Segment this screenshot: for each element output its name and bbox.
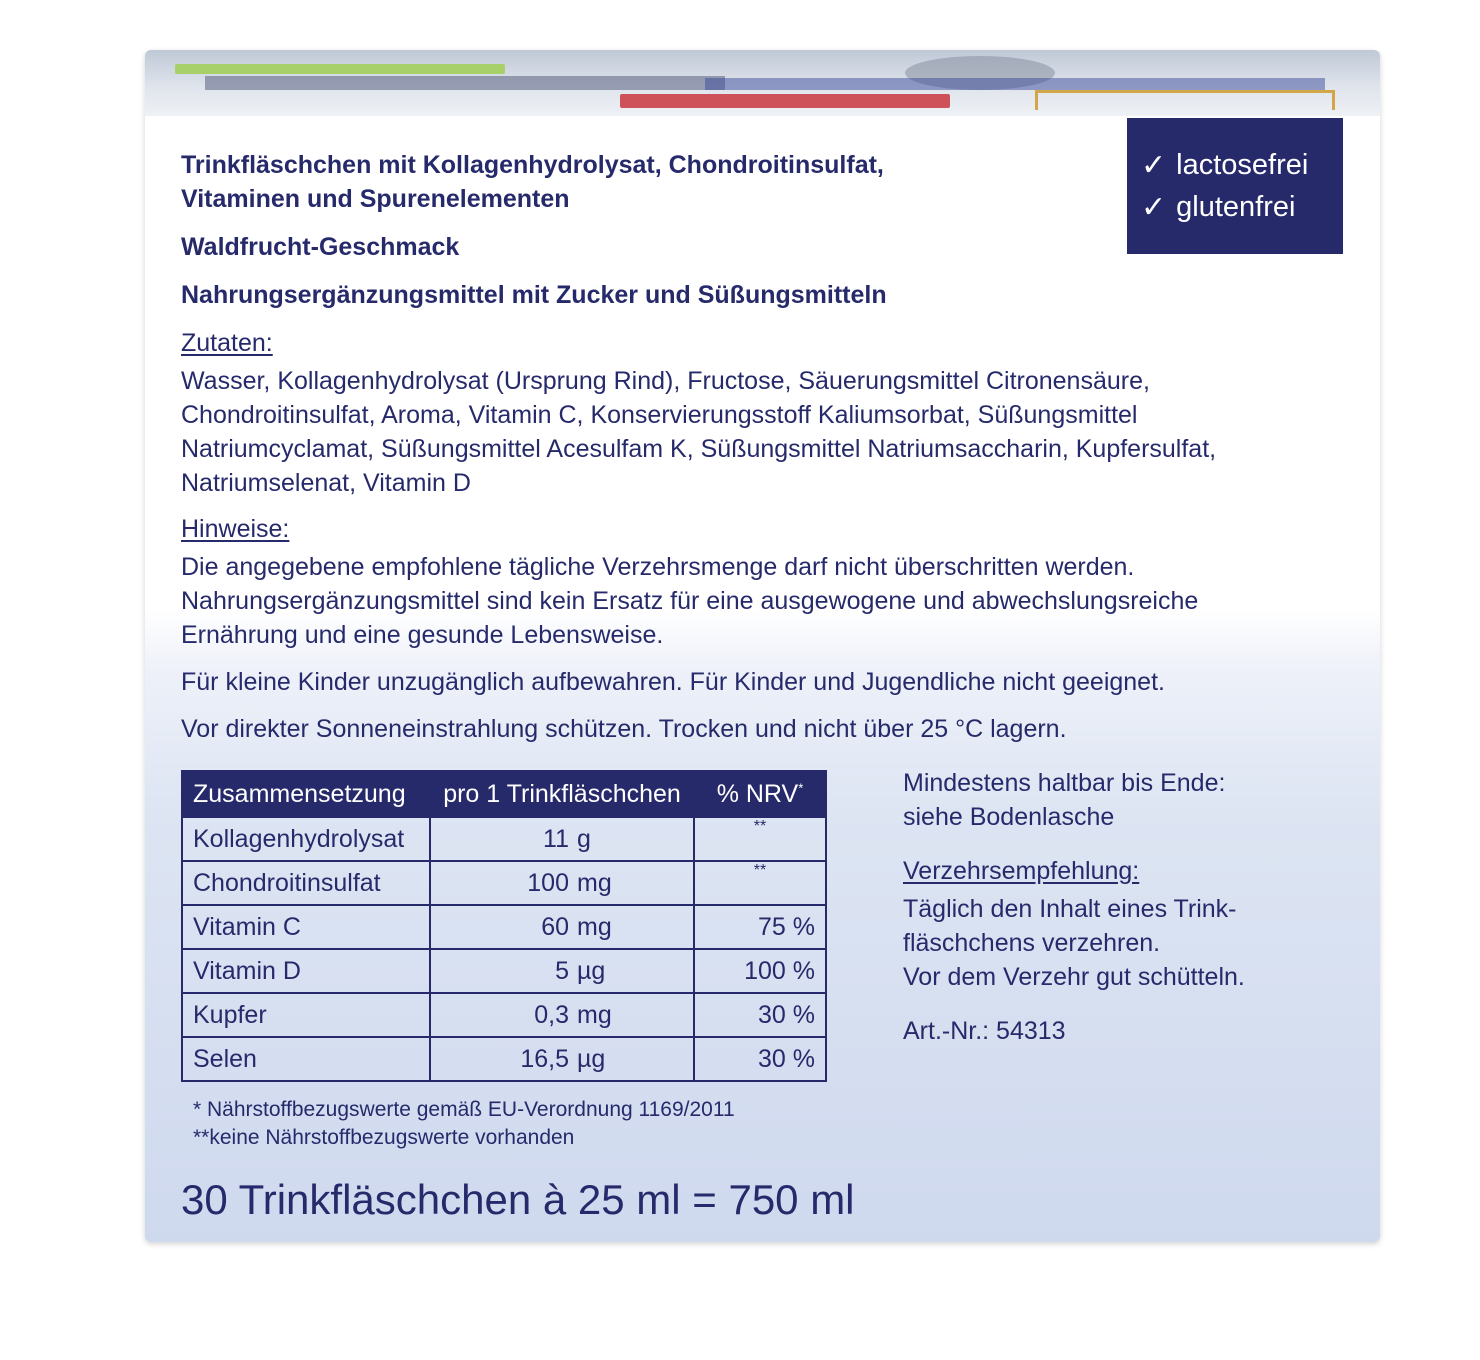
- amount-value: 0,3: [534, 1000, 569, 1029]
- dosage-line: Vor dem Verzehr gut schütteln.: [903, 963, 1245, 991]
- footnote-no-nrv: **keine Nährstoffbezugswerte vorhanden: [193, 1126, 575, 1149]
- flap-green-stripe: [175, 64, 505, 74]
- amount-value: 11: [543, 824, 569, 853]
- flap-blue-stripe: [705, 78, 1325, 90]
- package-back-panel: [145, 50, 1380, 1242]
- best-before-line-2: siehe Bodenlasche: [903, 803, 1115, 831]
- storage-instruction: Vor direkter Sonneneinstrahlung schützen. Trocken und nicht über 25 °C lagern.: [181, 715, 1067, 743]
- checkmark-icon: ✓: [1141, 148, 1167, 182]
- nutrient-amount: [430, 1037, 694, 1081]
- table-row: [182, 1037, 826, 1081]
- amount-value: 5: [555, 956, 569, 985]
- nutrient-name: Vitamin D: [182, 949, 430, 993]
- amount-value: 60: [541, 912, 569, 941]
- nutrition-table: [181, 770, 827, 1082]
- amount-unit: mg: [577, 868, 612, 897]
- product-description-line-2: Vitaminen und Spurenelementen: [181, 185, 570, 213]
- nutrient-name: Chondroitinsulfat: [182, 861, 430, 905]
- table-row: [182, 817, 826, 861]
- nutrient-nrv: 75 %: [694, 905, 826, 949]
- ingredients-line: Natriumcyclamat, Süßungsmittel Acesulfam K, Süßungsmittel Natriumsaccharin, Kupfersulfat,: [181, 435, 1217, 463]
- header-per-bottle: pro 1 Trinkfläschchen: [430, 771, 694, 817]
- dosage-line: fläschchens verzehren.: [903, 929, 1161, 957]
- flap-gold-frame: [1035, 90, 1335, 110]
- table-row: [182, 949, 826, 993]
- ingredients-line: Chondroitinsulfat, Aroma, Vitamin C, Konservierungsstoff Kaliumsorbat, Süßungsmittel: [181, 401, 1138, 429]
- header-nrv: % NRV*: [694, 771, 826, 817]
- table-row: [182, 861, 826, 905]
- nutrient-name: Selen: [182, 1037, 430, 1081]
- nutrient-name: Kollagenhydrolysat: [182, 817, 430, 861]
- notes-line: Die angegebene empfohlene tägliche Verzehrsmenge darf nicht überschritten werden.: [181, 553, 1135, 581]
- ingredients-line: Wasser, Kollagenhydrolysat (Ursprung Rind), Fructose, Säuerungsmittel Citronensäure,: [181, 367, 1150, 395]
- amount-unit: mg: [577, 1000, 612, 1029]
- badge-row-gluten: [1141, 186, 1343, 228]
- notes-heading: Hinweise:: [181, 515, 290, 543]
- table-footnotes: [193, 1096, 735, 1152]
- table-row: [182, 993, 826, 1037]
- flap-red-stripe: [620, 94, 950, 108]
- nutrient-name: Kupfer: [182, 993, 430, 1037]
- nutrient-amount: [430, 993, 694, 1037]
- product-description-line-1: Trinkfläschchen mit Kollagenhydrolysat, Chondroitinsulfat,: [181, 151, 884, 179]
- content-amount: 30 Trinkfläschchen à 25 ml = 750 ml: [181, 1176, 855, 1223]
- amount-unit: µg: [577, 956, 606, 985]
- allergen-badge: [1127, 118, 1343, 254]
- header-composition: Zusammensetzung: [182, 771, 430, 817]
- footnote-nrv: * Nährstoffbezugswerte gemäß EU-Verordnung 1169/2011: [193, 1098, 735, 1121]
- children-warning: Für kleine Kinder unzugänglich aufbewahren. Für Kinder und Jugendliche nicht geeignet.: [181, 668, 1165, 696]
- nutrient-amount: [430, 817, 694, 861]
- checkmark-icon: ✓: [1141, 190, 1167, 224]
- article-number: Art.-Nr.: 54313: [903, 1017, 1066, 1045]
- package-top-flap: [145, 50, 1380, 116]
- lactose-free-label: lactosefrei: [1176, 148, 1309, 181]
- amount-unit: µg: [577, 1044, 606, 1073]
- amount-value: 16,5: [520, 1044, 569, 1073]
- dosage-line: Täglich den Inhalt eines Trink-: [903, 895, 1237, 923]
- best-before-line-1: Mindestens haltbar bis Ende:: [903, 769, 1226, 797]
- nutrient-amount: [430, 861, 694, 905]
- notes-line: Nahrungsergänzungsmittel sind kein Ersatz für eine ausgewogene und abwechslungsreiche: [181, 587, 1199, 615]
- flavor-label: Waldfrucht-Geschmack: [181, 233, 460, 261]
- ingredients-heading: Zutaten:: [181, 329, 273, 357]
- nutrient-nrv: 30 %: [694, 1037, 826, 1081]
- nutrient-nrv: **: [694, 861, 826, 905]
- nutrient-name: Vitamin C: [182, 905, 430, 949]
- amount-unit: mg: [577, 912, 612, 941]
- amount-unit: g: [577, 824, 591, 853]
- ingredients-line: Natriumselenat, Vitamin D: [181, 469, 471, 497]
- nutrient-nrv: 100 %: [694, 949, 826, 993]
- nutrient-nrv: 30 %: [694, 993, 826, 1037]
- table-header-row: [182, 771, 826, 817]
- table-row: [182, 905, 826, 949]
- notes-line: Ernährung und eine gesunde Lebensweise.: [181, 621, 664, 649]
- nutrient-amount: [430, 949, 694, 993]
- badge-row-lactose: [1141, 144, 1343, 186]
- flap-mirrored-text: [205, 76, 725, 90]
- nutrient-amount: [430, 905, 694, 949]
- dosage-heading: Verzehrsempfehlung:: [903, 857, 1140, 885]
- gluten-free-label: glutenfrei: [1176, 190, 1296, 223]
- amount-value: 100: [527, 868, 569, 897]
- category-label: Nahrungsergänzungsmittel mit Zucker und Süßungsmitteln: [181, 281, 887, 309]
- nutrient-nrv: **: [694, 817, 826, 861]
